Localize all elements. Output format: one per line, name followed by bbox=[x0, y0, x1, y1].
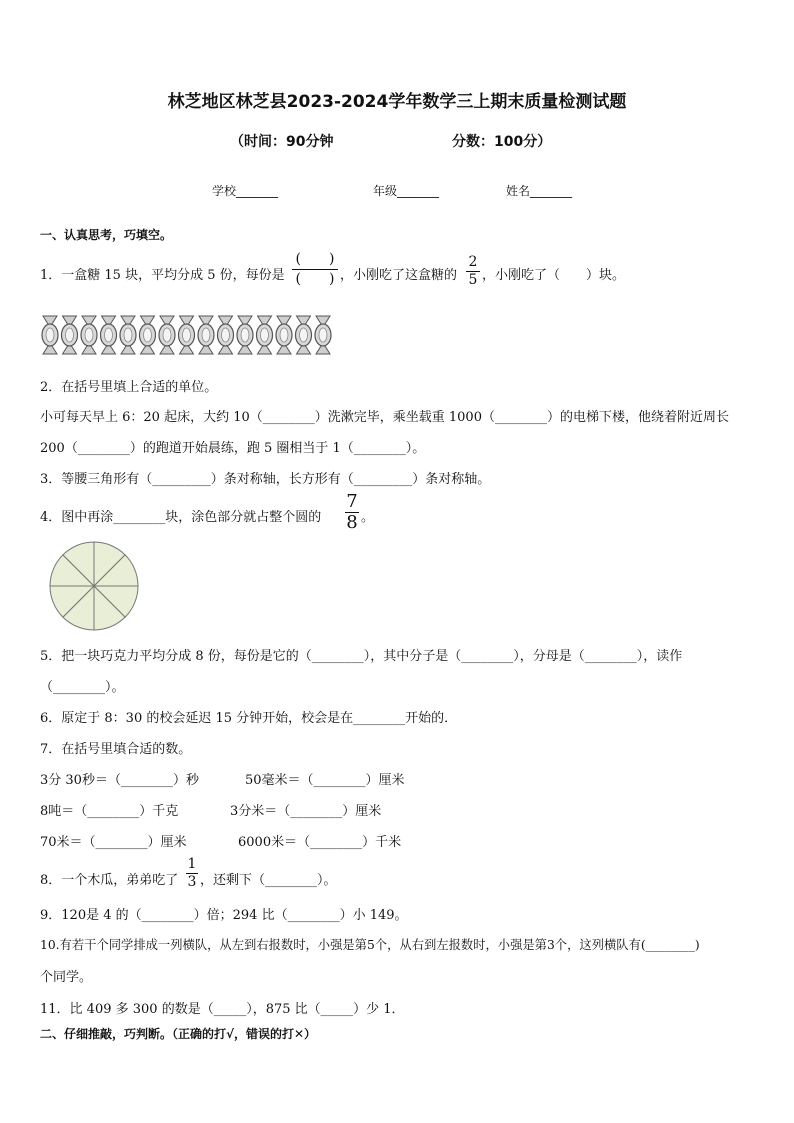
q1-mid: ，小刚吃了这盒糖的 bbox=[340, 268, 458, 283]
q7-row3-right: 6000米＝（________）千米 bbox=[238, 835, 402, 850]
q1-numerator: 2 bbox=[468, 254, 478, 270]
section-2-heading: 二、仔细推敲，巧判断。（正确的打√，错误的打✕） bbox=[40, 1027, 317, 1041]
q1-fraction bbox=[466, 254, 480, 289]
q4-denominator: 8 bbox=[346, 512, 358, 533]
q4-fraction bbox=[345, 492, 359, 533]
grade-field: 年级_______ bbox=[373, 184, 440, 198]
q1-pre: 1．一盒糖 15 块，平均分成 5 份，每份是 bbox=[40, 268, 285, 283]
q7-row1-left: 3分 30秒＝（________）秒 bbox=[40, 773, 199, 788]
candy-icon bbox=[62, 316, 78, 354]
exam-score: 分数：100分） bbox=[452, 134, 552, 150]
candy-row-figure bbox=[40, 314, 340, 356]
candy-icon bbox=[198, 316, 214, 354]
q1-blank-numerator: ( ) bbox=[295, 251, 335, 267]
candy-icon bbox=[120, 316, 136, 354]
q11: 11．比 409 多 300 的数是（_____），875 比（_____）少 1． bbox=[40, 1002, 405, 1017]
q8-pre: 8．一个木瓜，弟弟吃了 bbox=[40, 873, 179, 888]
q2-line2: 小可每天早上 6：20 起床，大约 10（________）洗漱完毕，乘坐载重 1000（________）的电梯下楼，他绕着附近周长 bbox=[40, 410, 729, 425]
school-field: 学校_______ bbox=[212, 184, 279, 198]
candy-icon bbox=[101, 316, 117, 354]
candy-icon bbox=[276, 316, 292, 354]
name-field: 姓名_______ bbox=[506, 184, 573, 198]
q4-numerator: 7 bbox=[346, 491, 358, 512]
candy-icon bbox=[257, 316, 273, 354]
q7-row3-left: 70米＝（________）厘米 bbox=[40, 835, 187, 850]
q10-line1: 10.有若干个同学排成一列横队，从左到右报数时，小强是第5个，从右到左报数时，小强是第3个，这列横队有(________) bbox=[40, 938, 700, 952]
q5-line2: （________）。 bbox=[40, 680, 125, 695]
q1-post: ，小刚吃了（ ）块。 bbox=[482, 268, 626, 283]
q4-pre: 4．图中再涂________块，涂色部分就占整个圆的 bbox=[40, 510, 322, 525]
q10-line2: 个同学。 bbox=[40, 970, 93, 985]
q9: 9．120是 4 的（________）倍；294 比（________）小 149。 bbox=[40, 908, 408, 923]
q8-post: ，还剩下（________）。 bbox=[200, 873, 337, 888]
exam-time: （时间：90分钟 bbox=[230, 134, 334, 150]
candy-icon bbox=[218, 316, 234, 354]
candy-icon bbox=[42, 316, 58, 354]
q1-denominator: 5 bbox=[468, 272, 478, 288]
q4-post: 。 bbox=[361, 510, 375, 525]
candy-icon bbox=[140, 316, 156, 354]
q5-line1: 5．把一块巧克力平均分成 8 份，每份是它的（________），其中分子是（________），分母是（________），读作 bbox=[40, 649, 683, 664]
candy-icon bbox=[296, 316, 312, 354]
q8-denominator: 3 bbox=[187, 874, 197, 890]
q1-blank-denominator: ( ) bbox=[295, 271, 335, 287]
candy-icon bbox=[179, 316, 195, 354]
q7-row2-right: 3分米＝（________）厘米 bbox=[230, 804, 382, 819]
q2-line3: 200（________）的跑道开始晨练，跑 5 圈相当于 1（________）。 bbox=[40, 441, 426, 456]
divided-circle-figure bbox=[48, 540, 140, 632]
q7-row2-left: 8吨＝（________）千克 bbox=[40, 804, 179, 819]
q1-blank-fraction bbox=[292, 250, 338, 289]
q3: 3．等腰三角形有（_________）条对称轴，长方形有（_________）条对称轴。 bbox=[40, 472, 491, 487]
q7-heading: 7．在括号里填合适的数。 bbox=[40, 742, 192, 757]
q8-fraction bbox=[186, 856, 198, 891]
candy-icon bbox=[81, 316, 97, 354]
section-1-heading: 一、认真思考，巧填空。 bbox=[40, 228, 173, 242]
q2-line1: 2．在括号里填上合适的单位。 bbox=[40, 380, 218, 395]
candy-icon bbox=[237, 316, 253, 354]
candy-icon bbox=[159, 316, 175, 354]
q6: 6．原定于 8：30 的校会延迟 15 分钟开始，校会是在________开始的． bbox=[40, 711, 458, 726]
q7-row1-right: 50毫米＝（________）厘米 bbox=[245, 773, 405, 788]
q8-numerator: 1 bbox=[187, 856, 197, 872]
candy-icon bbox=[315, 316, 331, 354]
page-title: 林芝地区林芝县2023-2024学年数学三上期末质量检测试题 bbox=[167, 92, 627, 112]
